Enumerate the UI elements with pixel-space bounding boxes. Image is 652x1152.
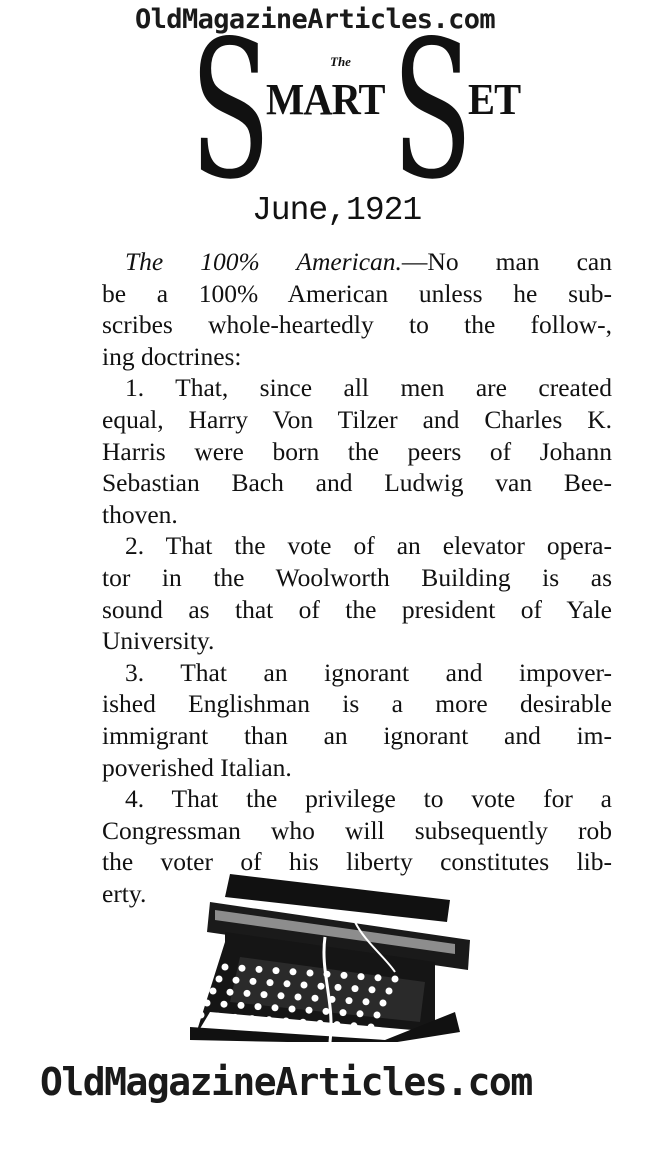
typewriter-icon — [185, 862, 475, 1042]
typewriter-key — [198, 1012, 205, 1019]
typewriter-key — [261, 991, 268, 998]
logo-et: ET — [468, 75, 521, 124]
article-line: 3. That an ignorant and impover- — [125, 657, 612, 687]
logo-the: The — [330, 54, 351, 69]
logo-big-s-right: S — [392, 0, 473, 221]
article-line: sound as that of the president of Yale — [102, 594, 612, 624]
typewriter-key — [233, 977, 240, 984]
article-line-text: —No man can — [401, 247, 612, 276]
typewriter-key — [255, 1003, 262, 1010]
typewriter-key — [227, 989, 234, 996]
typewriter-key — [312, 995, 319, 1002]
typewriter-key — [317, 1020, 324, 1027]
typewriter-key — [351, 1022, 358, 1029]
typewriter-key — [249, 1015, 256, 1022]
typewriter-key — [374, 1012, 381, 1019]
typewriter-key — [340, 1009, 347, 1016]
article-line: 4. That the privilege to vote for a — [125, 784, 612, 814]
typewriter-key — [318, 983, 325, 990]
article-body — [102, 246, 612, 909]
typewriter-key — [216, 976, 223, 983]
article-line: ished Englishman is a more desirable — [102, 689, 612, 719]
article-line — [102, 246, 612, 278]
article-line: ing doctrines: — [102, 341, 242, 371]
article-line: immigrant than an ignorant and im- — [102, 720, 612, 750]
logo-mart: MART — [266, 75, 385, 124]
typewriter-key — [368, 1024, 375, 1031]
typewriter-key — [221, 1001, 228, 1008]
watermark-bottom: OldMagazineArticles.com — [40, 1060, 532, 1104]
typewriter-key — [375, 974, 382, 981]
typewriter-key — [306, 1007, 313, 1014]
typewriter-key — [210, 988, 217, 995]
article-line: be a 100% American unless he sub- — [102, 278, 612, 308]
typewriter-key — [273, 967, 280, 974]
article-line: 2. That the vote of an elevator opera- — [125, 531, 612, 561]
article-title: The 100% American. — [125, 247, 402, 276]
typewriter-key — [295, 994, 302, 1001]
typewriter-key — [301, 982, 308, 989]
article-line: scribes whole-heartedly to the follow-, — [102, 310, 612, 340]
typewriter-key — [392, 976, 399, 983]
typewriter-key — [307, 970, 314, 977]
typewriter-key — [284, 980, 291, 987]
typewriter-key — [380, 1000, 387, 1007]
typewriter-key — [215, 1013, 222, 1020]
typewriter-key — [267, 979, 274, 986]
typewriter-key — [256, 966, 263, 973]
article-line: Congressman who will subsequently rob — [102, 815, 612, 845]
typewriter-key — [386, 988, 393, 995]
typewriter-key — [335, 984, 342, 991]
typewriter-key — [341, 972, 348, 979]
article-line: tor in the Woolworth Building is as — [102, 562, 612, 592]
article-line: equal, Harry Von Tilzer and Charles K. — [102, 404, 612, 434]
article-line: poverished Italian. — [102, 752, 292, 782]
article-line: Sebastian Bach and Ludwig van Bee- — [102, 468, 612, 498]
logo-big-s-left: S — [190, 0, 271, 221]
typewriter-key — [357, 1010, 364, 1017]
typewriter-key — [352, 985, 359, 992]
article-line: Harris were born the peers of Johann — [102, 436, 612, 466]
typewriter-key — [323, 1008, 330, 1015]
typewriter-key — [272, 1004, 279, 1011]
typewriter-key — [283, 1018, 290, 1025]
watermark-top: OldMagazineArticles.com — [135, 4, 496, 35]
article-line: 1. That, since all men are created — [125, 373, 612, 403]
typewriter-key — [300, 1019, 307, 1026]
typewriter-key — [266, 1016, 273, 1023]
typewriter-key — [222, 964, 229, 971]
typewriter-key — [204, 1000, 211, 1007]
typewriter-key — [290, 968, 297, 975]
typewriter-key — [363, 998, 370, 1005]
typewriter-key — [250, 978, 257, 985]
typewriter-key — [289, 1006, 296, 1013]
typewriter-key — [232, 1014, 239, 1021]
typewriter-key — [346, 997, 353, 1004]
typewriter-key — [238, 1002, 245, 1009]
article-line: thoven. — [102, 499, 178, 529]
issue-date: June,1921 — [252, 192, 422, 229]
typewriter-key — [369, 986, 376, 993]
typewriter-key — [334, 1021, 341, 1028]
typewriter-key — [244, 990, 251, 997]
typewriter-key — [278, 992, 285, 999]
article-line: University. — [102, 626, 215, 656]
article-line: erty. — [102, 878, 147, 908]
typewriter-key — [358, 973, 365, 980]
article-line: the voter of his liberty constitutes lib- — [102, 847, 612, 877]
typewriter-key — [239, 965, 246, 972]
